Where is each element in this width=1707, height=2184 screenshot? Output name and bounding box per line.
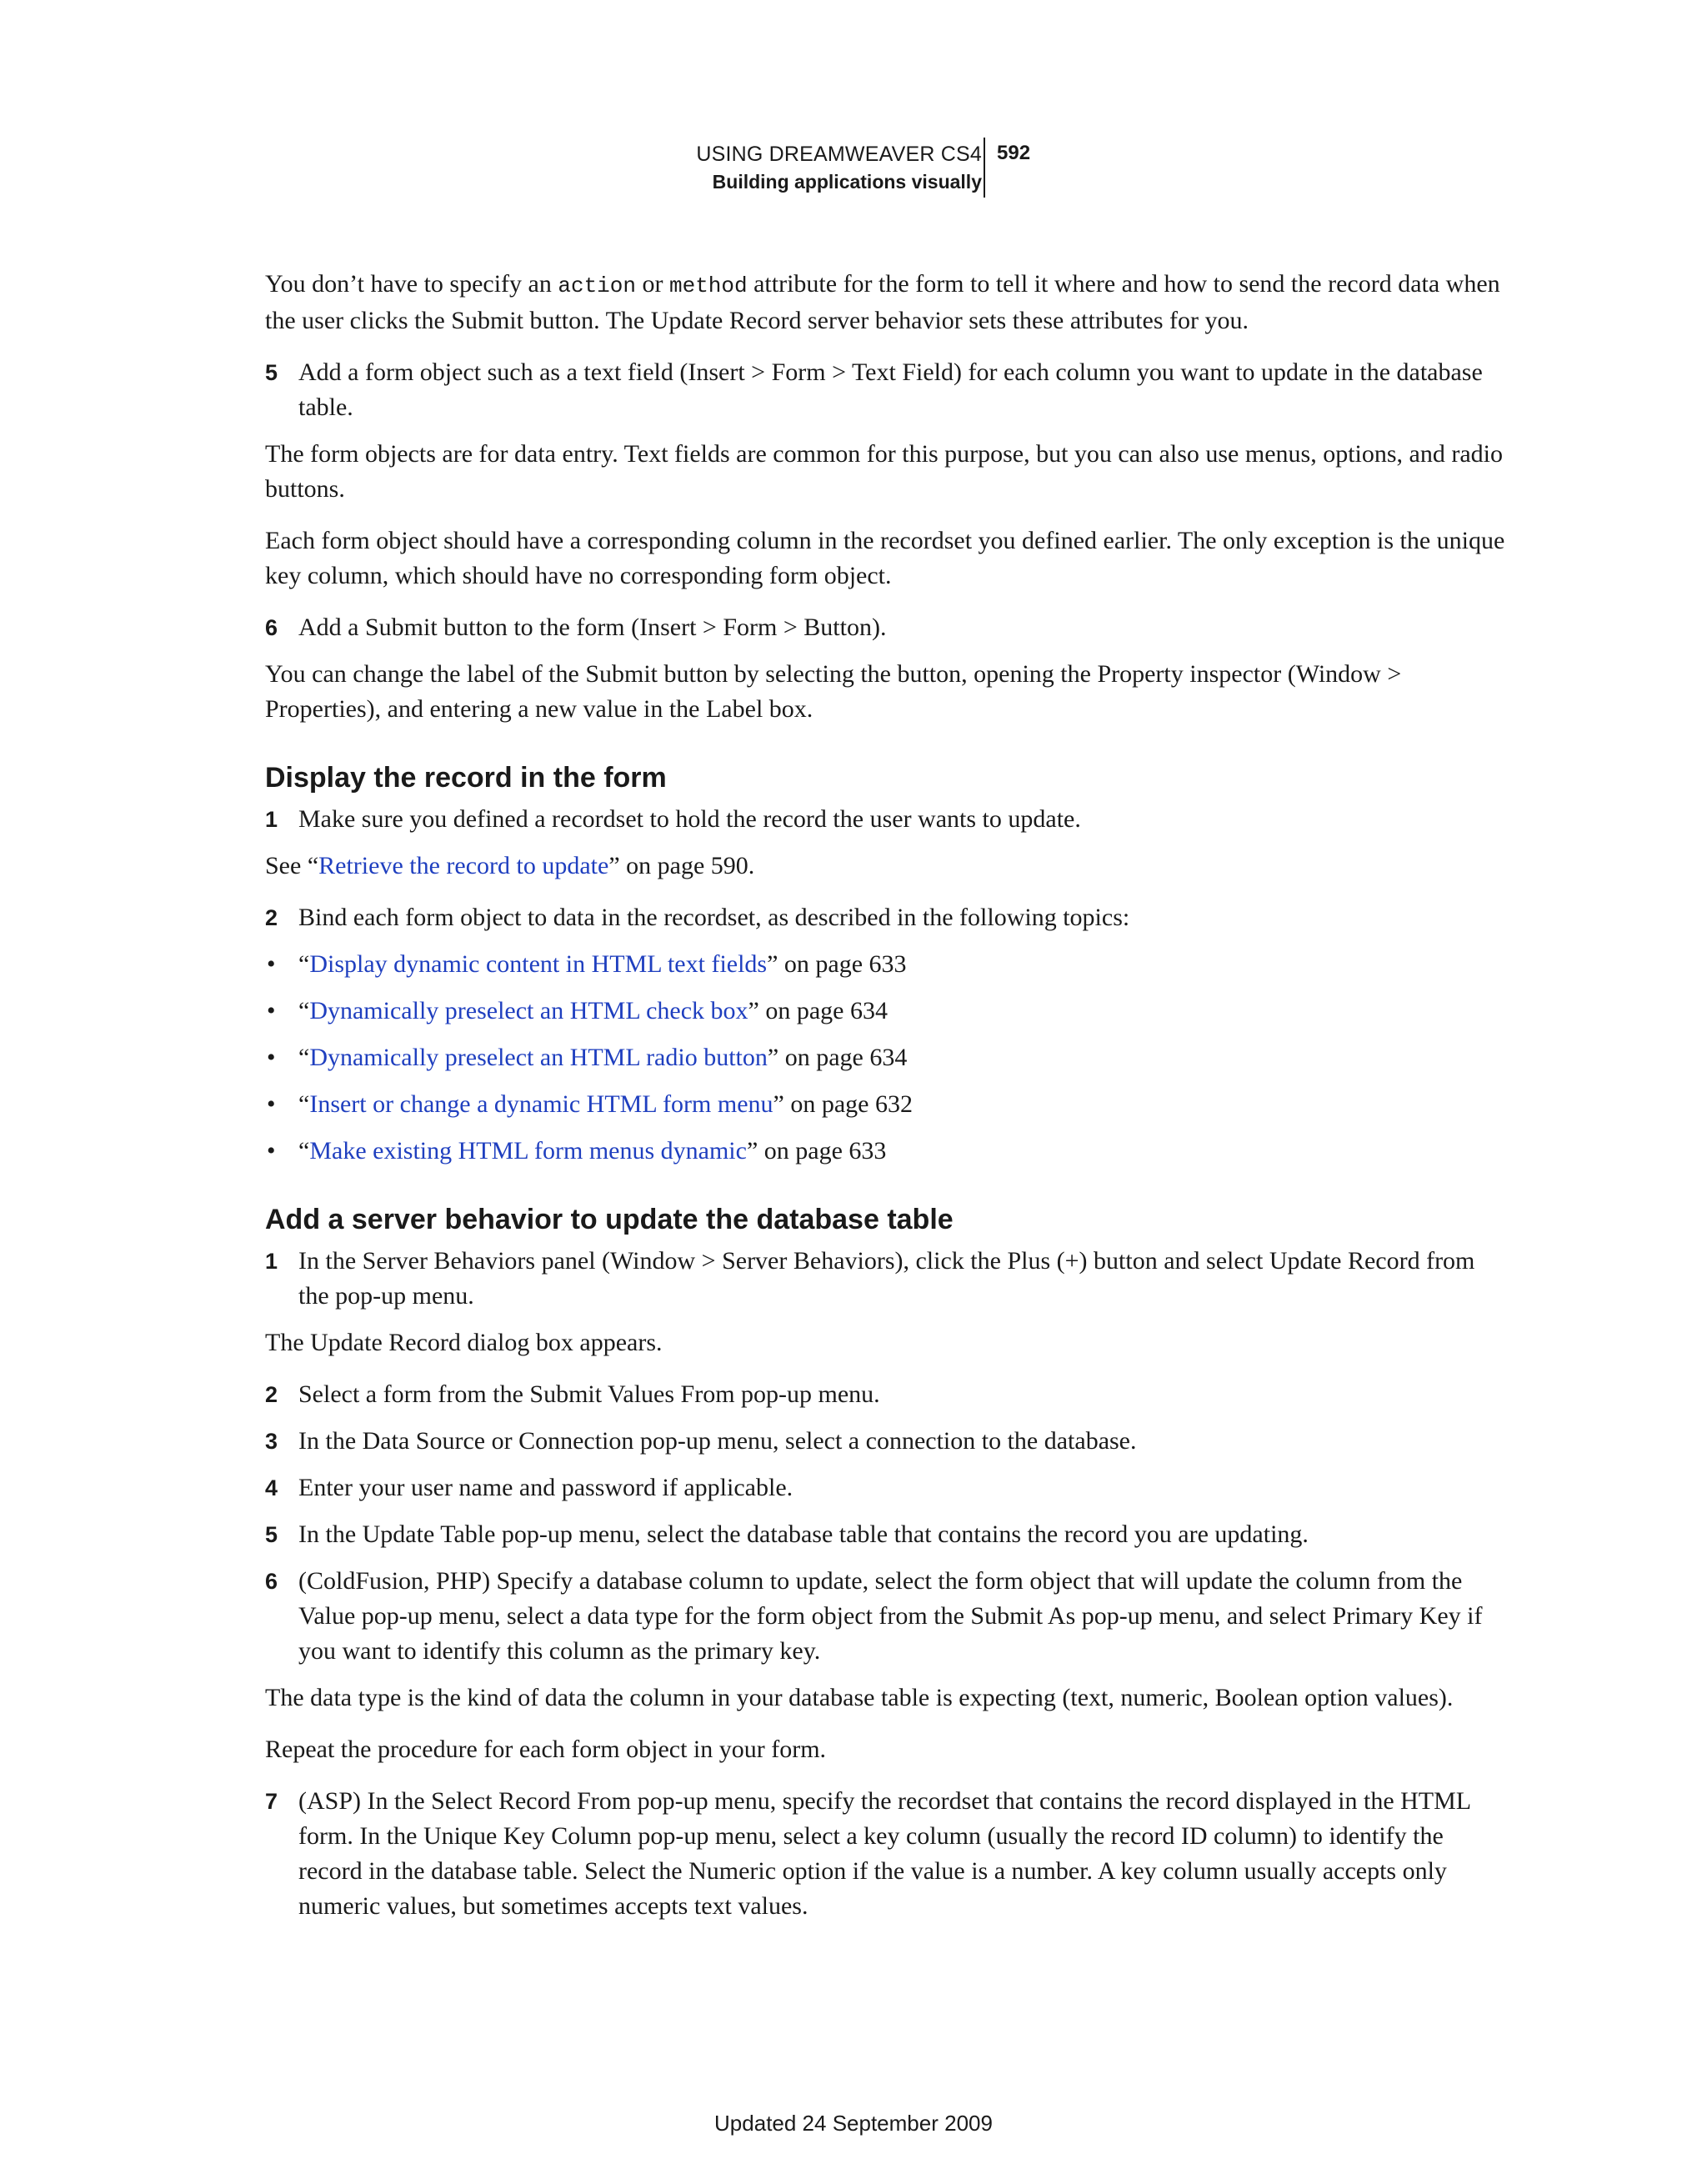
step-number: 6 xyxy=(265,1569,278,1594)
link-insert-form-menu[interactable]: Insert or change a dynamic HTML form menu xyxy=(309,1090,773,1118)
step-item xyxy=(265,355,1507,425)
step-item xyxy=(265,1244,1507,1314)
step-text: Bind each form object to data in the recordset, as described in the following topics: xyxy=(298,904,1130,931)
step-item xyxy=(265,1470,1507,1505)
bullet-marker: • xyxy=(267,997,276,1024)
topic-bullet: • “Make existing HTML form menus dynamic” on page 633 xyxy=(265,1134,1507,1169)
header-divider xyxy=(984,138,985,198)
step-item xyxy=(265,900,1507,935)
bullet-marker: • xyxy=(267,1044,276,1071)
step-text: Select a form from the Submit Values From pop-up menu. xyxy=(298,1380,880,1408)
step-text: (ASP) In the Select Record From pop-up menu, specify the recordset that contains the record displayed in the HTML form. In the Unique Key Column pop-up menu, select a key column (usually the record ID column) to identify the record in the database table. Select the Numeric option if the value is a number. A key column usually accepts only numeric values, but sometimes accepts text values. xyxy=(298,1787,1471,1920)
topic-bullet: • “Dynamically preselect an HTML check box” on page 634 xyxy=(265,994,1507,1029)
step-item xyxy=(265,802,1507,837)
bullet-marker: • xyxy=(267,1090,276,1118)
section-heading-server-behavior: Add a server behavior to update the database table xyxy=(265,1204,954,1235)
link-preselect-radio-button[interactable]: Dynamically preselect an HTML radio button xyxy=(309,1044,768,1071)
running-header xyxy=(696,140,982,195)
action-attribute-code: action xyxy=(558,273,636,298)
paragraph: You can change the label of the Submit button by selecting the button, opening the Property inspector (Window > Properties), and entering a new value in the Label box. xyxy=(265,660,1402,723)
step-number: 1 xyxy=(265,1249,278,1274)
step-item xyxy=(265,1424,1507,1459)
topic-bullet: • “Display dynamic content in HTML text fields” on page 633 xyxy=(265,947,1507,982)
step-item xyxy=(265,1377,1507,1412)
topic-bullet: • “Dynamically preselect an HTML radio button” on page 634 xyxy=(265,1040,1507,1075)
chapter-title: Building applications visually xyxy=(712,171,982,193)
step-item xyxy=(265,1564,1507,1669)
bullet-marker: • xyxy=(267,1137,276,1165)
step-text: (ColdFusion, PHP) Specify a database column to update, select the form object that will update the column from the Value pop-up menu, select a data type for the form object from the Submit As pop-up menu, and select Primary Key if you want to identify this column as the primary key. xyxy=(298,1567,1483,1665)
step-number: 6 xyxy=(265,615,278,640)
step-number: 7 xyxy=(265,1789,278,1814)
step-number: 5 xyxy=(265,1522,278,1547)
step-number: 4 xyxy=(265,1475,278,1500)
step-item xyxy=(265,610,1507,645)
step-number: 2 xyxy=(265,1382,278,1407)
section-heading-display-record: Display the record in the form xyxy=(265,762,667,794)
link-preselect-check-box[interactable]: Dynamically preselect an HTML check box xyxy=(309,997,748,1024)
step-number: 5 xyxy=(265,360,278,385)
page-number: 592 xyxy=(997,142,1031,164)
step-number: 1 xyxy=(265,807,278,832)
paragraph: The form objects are for data entry. Text fields are common for this purpose, but you can also use menus, options, and radio buttons. xyxy=(265,440,1503,503)
link-retrieve-record[interactable]: Retrieve the record to update xyxy=(318,852,609,879)
link-make-menus-dynamic[interactable]: Make existing HTML form menus dynamic xyxy=(309,1137,747,1165)
page-footer: Updated 24 September 2009 xyxy=(714,2111,993,2136)
topic-bullet: • “Insert or change a dynamic HTML form menu” on page 632 xyxy=(265,1087,1507,1122)
method-attribute-code: method xyxy=(668,273,748,298)
step-text: Make sure you defined a recordset to hold the record the user wants to update. xyxy=(298,805,1081,833)
step-item xyxy=(265,1517,1507,1552)
step-item xyxy=(265,1784,1507,1924)
paragraph: Each form object should have a corresponding column in the recordset you defined earlier. The only exception is the unique key column, which should have no corresponding form object. xyxy=(265,527,1505,589)
step-text: Enter your user name and password if applicable. xyxy=(298,1474,793,1501)
page-content xyxy=(265,267,1507,1936)
paragraph: The data type is the kind of data the column in your database table is expecting (text, numeric, Boolean option values). xyxy=(265,1684,1454,1711)
paragraph: The Update Record dialog box appears. xyxy=(265,1329,663,1356)
bullet-marker: • xyxy=(267,950,276,978)
intro-paragraph: You don’t have to specify an action or method attribute for the form to tell it where and how to send the record data when the user clicks the Submit button. The Update Record server behavior sets these attributes for you. xyxy=(265,270,1500,334)
step-text: In the Data Source or Connection pop-up menu, select a connection to the database. xyxy=(298,1427,1137,1455)
link-display-dynamic-content[interactable]: Display dynamic content in HTML text fields xyxy=(309,950,768,978)
cross-reference: See “Retrieve the record to update” on page 590. xyxy=(265,852,755,879)
book-title: USING DREAMWEAVER CS4 xyxy=(696,143,982,166)
step-text: In the Update Table pop-up menu, select the database table that contains the record you are updating. xyxy=(298,1520,1309,1548)
step-number: 3 xyxy=(265,1429,278,1454)
step-number: 2 xyxy=(265,905,278,930)
step-text: Add a form object such as a text field (Insert > Form > Text Field) for each column you want to update in the database table. xyxy=(298,358,1483,421)
step-text: In the Server Behaviors panel (Window > Server Behaviors), click the Plus (+) button and select Update Record from the pop-up menu. xyxy=(298,1247,1475,1310)
step-text: Add a Submit button to the form (Insert > Form > Button). xyxy=(298,614,887,641)
paragraph: Repeat the procedure for each form object in your form. xyxy=(265,1736,827,1763)
